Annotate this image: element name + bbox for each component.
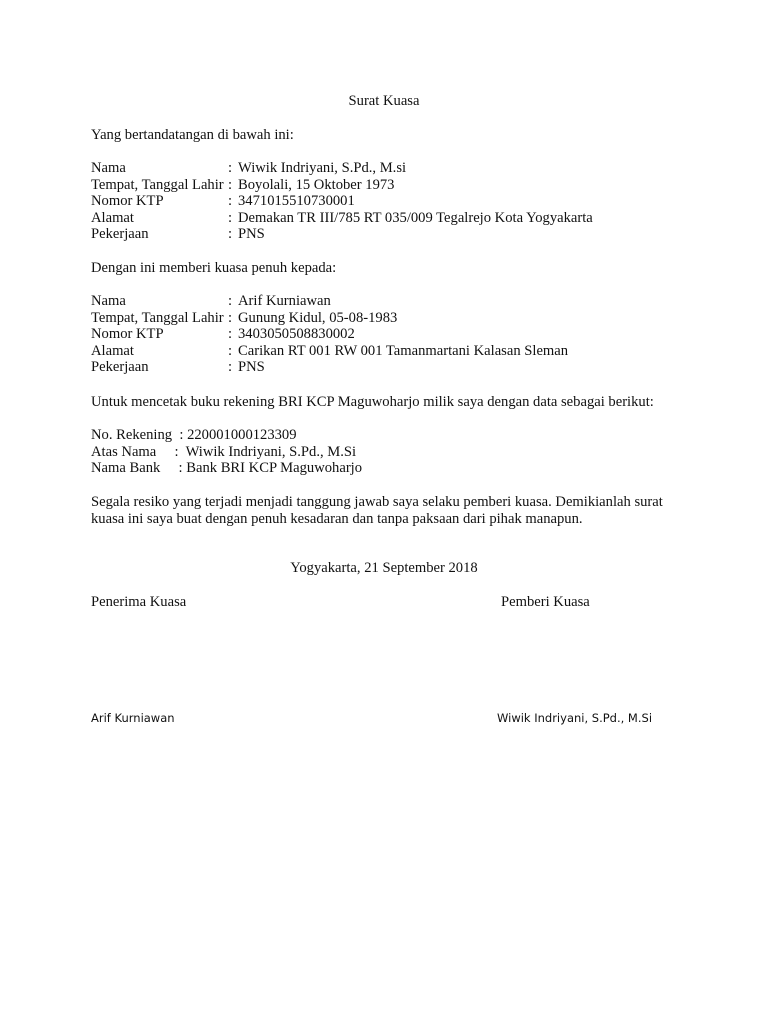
field-value: Carikan RT 001 RW 001 Tamanmartani Kalasan Sleman — [238, 342, 569, 359]
field-label: Alamat — [91, 342, 134, 359]
grantor-nama-row — [91, 160, 593, 177]
giver-label: Pemberi Kuasa — [501, 594, 590, 610]
field-colon: : — [228, 326, 233, 343]
field-value: PNS — [238, 226, 265, 243]
grantee-alamat-row — [91, 343, 568, 360]
field-colon: : — [228, 293, 233, 309]
grantor-ktp-row — [91, 193, 593, 210]
transfer-text: Dengan ini memberi kuasa penuh kepada: — [91, 260, 337, 276]
grantee-ktp-row — [91, 326, 568, 343]
field-value: Wiwik Indriyani, S.Pd., M.si — [238, 160, 407, 176]
field-value: 3403050508830002 — [238, 326, 355, 343]
account-number-row: No. Rekening : 220001000123309 — [91, 427, 297, 443]
field-label: Pekerjaan — [91, 359, 149, 376]
field-value: Boyolali, 15 Oktober 1973 — [238, 176, 395, 193]
field-colon: : — [228, 193, 233, 210]
closing-text: Segala resiko yang terjadi menjadi tanggung jawab saya selaku pemberi kuasa. Demikianlah surat kuasa ini saya buat dengan penuh kesadaran dan tanpa paksaan dari pihak manapun. — [91, 494, 663, 527]
giver-name: Wiwik Indriyani, S.Pd., M.Si — [497, 711, 653, 725]
grantor-details — [91, 160, 593, 243]
document-date: Yogyakarta, 21 September 2018 — [290, 560, 478, 576]
grantee-ttl-row — [91, 310, 568, 327]
grantor-alamat-row — [91, 210, 593, 227]
field-label: Nama — [91, 293, 126, 309]
field-label: Tempat, Tanggal Lahir — [91, 309, 224, 326]
field-colon: : — [228, 226, 233, 243]
field-colon: : — [228, 359, 233, 376]
field-label: Nama — [91, 160, 126, 176]
field-label: Nomor KTP — [91, 326, 164, 343]
field-value: Gunung Kidul, 05-08-1983 — [238, 309, 398, 326]
field-label: Tempat, Tanggal Lahir — [91, 176, 224, 193]
field-label: Alamat — [91, 209, 134, 226]
field-value: Arif Kurniawan — [238, 293, 331, 309]
field-value: 3471015510730001 — [238, 193, 355, 210]
intro-text: Yang bertandatangan di bawah ini: — [91, 127, 294, 143]
grantee-details — [91, 293, 568, 376]
account-details — [91, 427, 362, 477]
grantee-pekerjaan-row — [91, 359, 568, 376]
field-colon: : — [228, 160, 233, 176]
receiver-label: Penerima Kuasa — [91, 594, 187, 610]
field-label: Nomor KTP — [91, 193, 164, 210]
field-colon: : — [228, 309, 233, 326]
account-holder-row: Atas Nama : Wiwik Indriyani, S.Pd., M.Si — [91, 443, 357, 460]
field-value: PNS — [238, 359, 265, 376]
grantor-pekerjaan-row — [91, 226, 593, 243]
field-colon: : — [228, 342, 233, 359]
grantee-nama-row — [91, 293, 568, 310]
field-label: Pekerjaan — [91, 226, 149, 243]
field-colon: : — [228, 176, 233, 193]
field-value: Demakan TR III/785 RT 035/009 Tegalrejo Kota Yogyakarta — [238, 209, 593, 226]
purpose-text: Untuk mencetak buku rekening BRI KCP Maguwoharjo milik saya dengan data sebagai berikut: — [91, 394, 654, 410]
receiver-name: Arif Kurniawan — [91, 711, 175, 725]
bank-name-row: Nama Bank : Bank BRI KCP Maguwoharjo — [91, 460, 363, 477]
field-colon: : — [228, 209, 233, 226]
document-title: Surat Kuasa — [348, 93, 420, 109]
grantor-ttl-row — [91, 177, 593, 194]
